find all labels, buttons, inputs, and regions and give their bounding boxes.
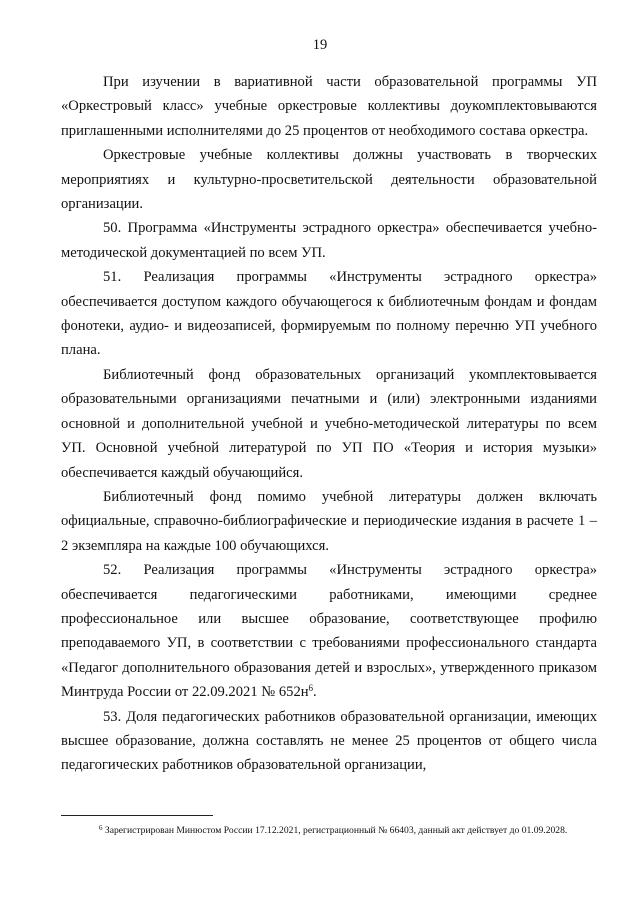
paragraph: 51. Реализация программы «Инструменты эстрадного оркестра» обеспечивается доступом каждого обучающегося к библиотечным фондам и фондам фонотеки, аудио- и видеозаписей, формируемым по полному перечню УП учебного плана. — [61, 269, 597, 359]
footnote — [61, 824, 597, 837]
footnote-reference[interactable]: 6 — [308, 683, 314, 694]
paragraph-52-text: 52. Реализация программы «Инструменты эстрадного оркестра» обеспечивается педагогическими работниками, имеющими среднее профессиональное или высшее образование, соответствующее профилю преподаваемого УП, в соответствии с требованиями профессионального стандарта «Педагог дополнительного образования детей и взрослых», утвержденного приказом Минтруда России от 22.09.2021 № 652н — [61, 562, 597, 701]
paragraph: 50. Программа «Инструменты эстрадного оркестра» обеспечивается учебно-методической документацией по всем УП. — [61, 220, 597, 261]
paragraph: Библиотечный фонд помимо учебной литературы должен включать официальные, справочно-библиографические и периодические издания в расчете 1 – 2 экземпляра на каждые 100 обучающихся. — [61, 488, 597, 554]
document-body — [61, 70, 597, 778]
footnote-marker: 6 — [99, 824, 103, 832]
paragraph: 53. Доля педагогических работников образовательной организации, имеющих высшее образование, должна составлять не менее 25 процентов от общего числа педагогических работников образовательной организации, — [61, 708, 597, 774]
footnote-text: Зарегистрирован Минюстом России 17.12.2021, регистрационный № 66403, данный акт действует до 01.09.2028. — [102, 825, 568, 836]
paragraph: Оркестровые учебные коллективы должны участвовать в творческих мероприятиях и культурно-просветительской деятельности образовательной организации. — [61, 147, 597, 213]
paragraph-52-end: . — [313, 684, 317, 701]
paragraph: Библиотечный фонд образовательных организаций укомплектовывается образовательными организациями печатными и (или) электронными изданиями основной и дополнительной учебной и учебно-методической литературы по всем УП. Основной учебной литературой по УП ПО «Теория и история музыки» обеспечивается каждый обучающийся. — [61, 366, 597, 481]
page-number: 19 — [312, 37, 328, 53]
paragraph: При изучении в вариативной части образовательной программы УП «Оркестровый класс» учебные оркестровые коллективы доукомплектовываются приглашенными исполнителями до 25 процентов от необходимого состава оркестра. — [61, 74, 597, 139]
paragraph-52 — [61, 558, 597, 704]
footnote-separator — [61, 815, 213, 816]
